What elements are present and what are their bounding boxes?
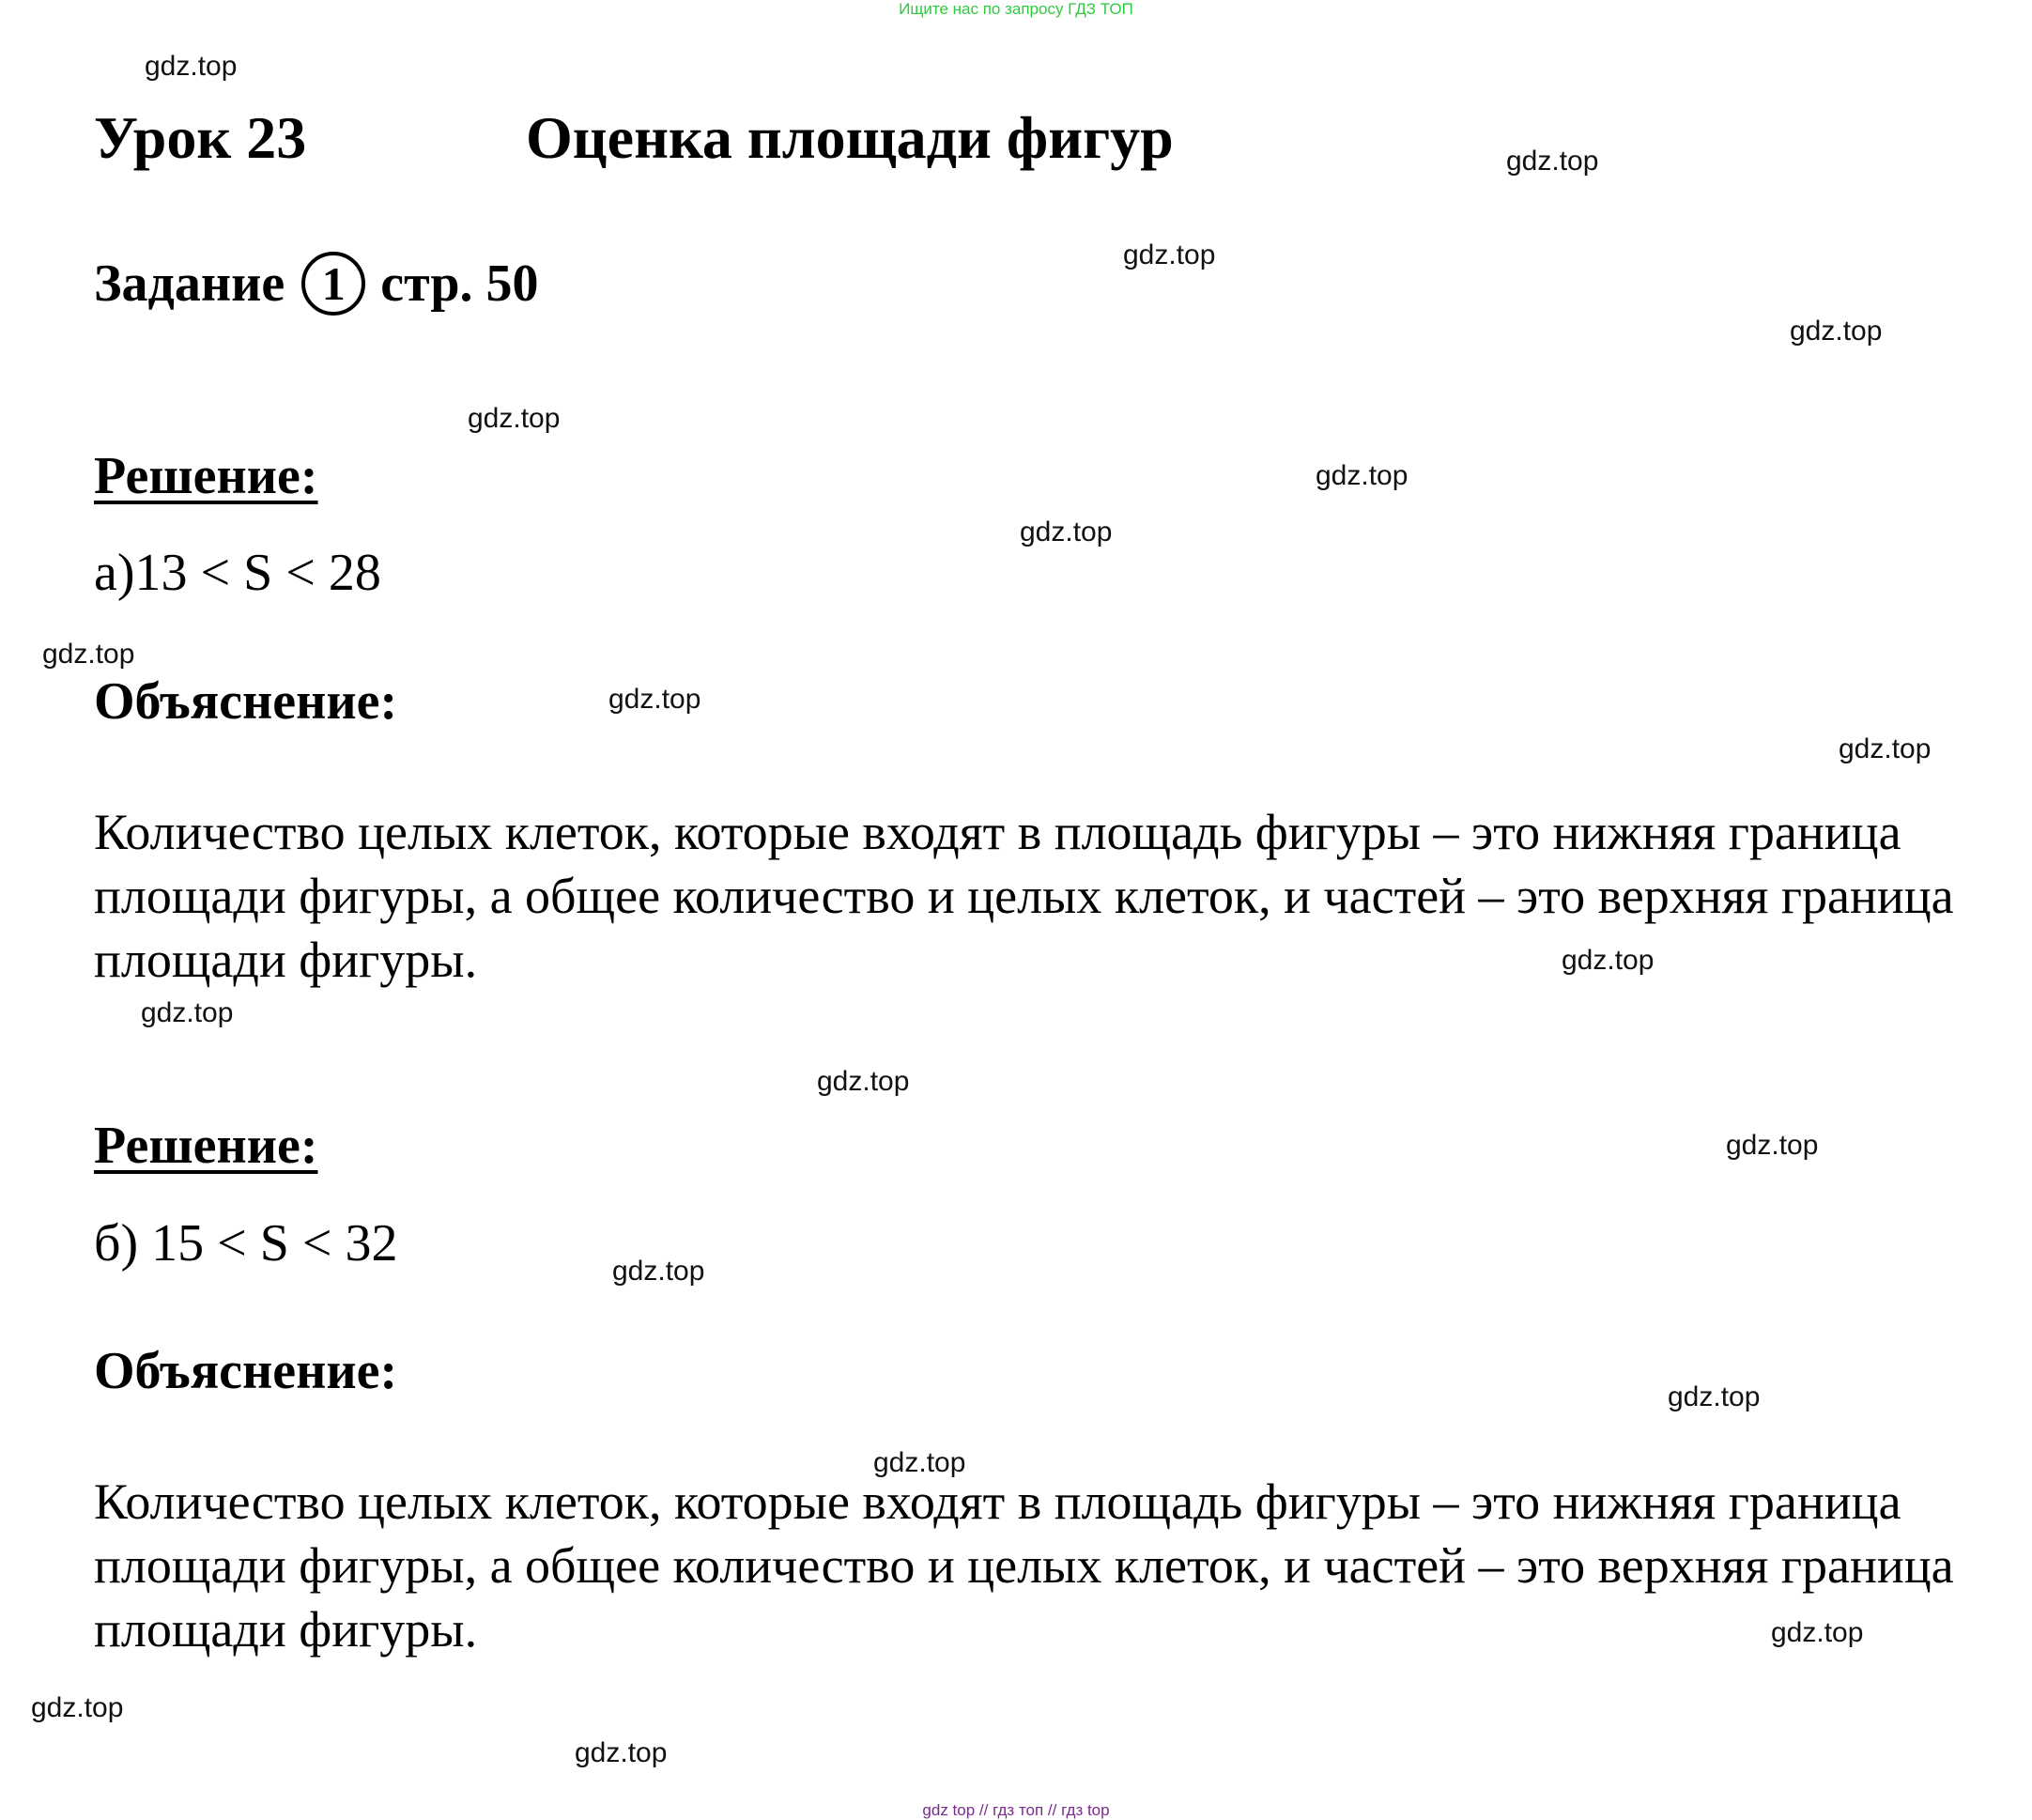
lesson-topic: Оценка площади фигур: [526, 104, 1174, 171]
watermark: gdz.top: [1726, 1130, 1819, 1161]
task-prefix: Задание: [94, 254, 285, 313]
watermark: gdz.top: [1839, 733, 1932, 764]
watermark: gdz.top: [1506, 146, 1599, 177]
solution-heading-b: Решение:: [94, 1117, 318, 1175]
watermark: gdz.top: [145, 51, 238, 82]
task-page: стр. 50: [380, 254, 539, 313]
task-number-circle: 1: [301, 252, 365, 316]
watermark: gdz.top: [141, 997, 234, 1028]
watermark: gdz.top: [1123, 239, 1216, 270]
watermark: gdz.top: [1790, 316, 1883, 347]
solution-heading-a: Решение:: [94, 447, 318, 505]
explanation-text-a: Количество целых клеток, которые входят в площадь фигуры – это нижняя граница площади фигуры, а общее количество и целых клеток, и частей – это верхняя граница площади фигуры.: [94, 804, 1954, 988]
watermark: gdz.top: [42, 639, 135, 670]
watermark: gdz.top: [873, 1447, 966, 1478]
watermark: gdz.top: [468, 403, 561, 434]
bottom-banner: gdz top // гдз топ // гдз top: [922, 1801, 1110, 1819]
watermark: gdz.top: [817, 1066, 910, 1097]
lesson-number: Урок 23: [94, 104, 307, 171]
watermark: gdz.top: [612, 1256, 705, 1287]
watermark: gdz.top: [1562, 945, 1655, 976]
explanation-heading-b: Объяснение:: [94, 1342, 398, 1400]
watermark: gdz.top: [31, 1692, 124, 1723]
watermark: gdz.top: [1316, 460, 1409, 491]
explanation-text-b: Количество целых клеток, которые входят в площадь фигуры – это нижняя граница площади фигуры, а общее количество и целых клеток, и частей – это верхняя граница площади фигуры.: [94, 1473, 1954, 1658]
watermark: gdz.top: [1771, 1617, 1864, 1648]
explanation-heading-a: Объяснение:: [94, 672, 398, 731]
answer-a: а)13 < S < 28: [94, 544, 381, 602]
top-banner: Ищите нас по запросу ГДЗ ТОП: [899, 0, 1133, 18]
task-heading: [94, 252, 538, 316]
watermark: gdz.top: [1668, 1381, 1761, 1412]
watermark: gdz.top: [575, 1737, 668, 1768]
watermark: gdz.top: [608, 684, 701, 715]
watermark: gdz.top: [1020, 517, 1113, 548]
answer-b: б) 15 < S < 32: [94, 1214, 398, 1272]
